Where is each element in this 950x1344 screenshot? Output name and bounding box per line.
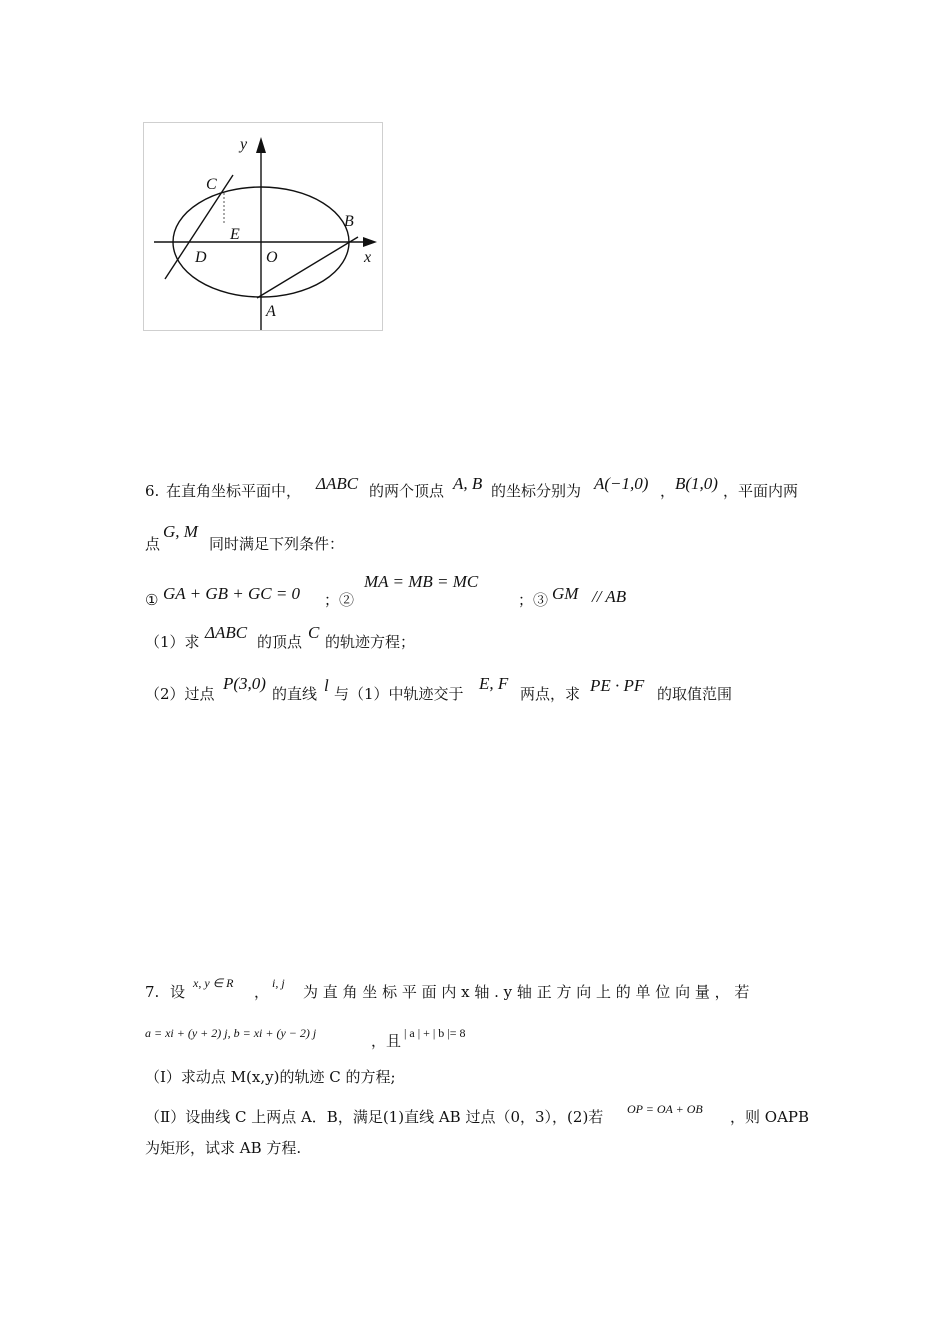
problem7-line1-text3: 为 直 角 坐 标 平 面 内 x 轴 . y 轴 正 方 向 上 的 单 位 向 量 ， 若 xyxy=(303,983,750,1001)
problem6-q2-text5: 的取值范围 xyxy=(657,685,733,703)
problem6-q2-text4: 两点，求 xyxy=(520,685,581,703)
label-c: C xyxy=(206,176,217,193)
problem6-line2-text1: 点 xyxy=(145,535,161,553)
problem6-q2-text2: 的直线 xyxy=(272,685,318,703)
problem7-line2-text1: ，且 xyxy=(371,1032,402,1050)
problem6-cond3-parallel-ab: // AB xyxy=(592,587,627,606)
problem6-point-b: B(1,0) xyxy=(675,474,718,493)
problem7-q1: （Ⅰ）求动点 M(x,y)的轨迹 C 的方程; xyxy=(145,1068,396,1086)
problem7-unit-vectors: i, j xyxy=(272,976,285,990)
problem6-line2-text2: 同时满足下列条件： xyxy=(209,535,345,553)
problem6-q1-triangle: ΔABC xyxy=(205,623,248,642)
label-b: B xyxy=(344,213,354,230)
problem7-q2-text1: （Ⅱ）设曲线 C 上两点 A．B，满足(1)直线 AB 过点（0，3），(2)若 xyxy=(145,1108,604,1126)
ellipse-figure xyxy=(143,122,383,331)
problem6-line1-text3: 的坐标分别为 xyxy=(491,482,582,500)
problem7-q2-text2: ，则 OAPB xyxy=(730,1108,810,1126)
label-a: A xyxy=(266,303,276,320)
problem6-q2-line-l: l xyxy=(324,676,329,695)
problem6-line1-text2: 的两个顶点 xyxy=(369,482,445,500)
label-o: O xyxy=(266,249,278,266)
problem6-q2-dot-product: PE · PF xyxy=(590,676,645,695)
label-x: x xyxy=(364,249,372,266)
problem6-cond1-equation: GA + GB + GC = 0 xyxy=(163,584,301,603)
problem6-point-a: A(−1,0) xyxy=(594,474,649,493)
problem6-points-gm: G, M xyxy=(163,522,198,541)
problem6-line1-text4: ， xyxy=(660,482,676,500)
problem6-cond2-marker: ；② xyxy=(324,591,355,609)
problem6-line1-text5: ，平面内两 xyxy=(723,482,799,500)
ellipse-diagram xyxy=(144,123,384,332)
problem7-sum-condition: | a | + | b |= 8 xyxy=(404,1026,466,1040)
problem6-cond3-gm: GM xyxy=(552,584,579,603)
problem7-number: 7. xyxy=(145,983,160,1001)
problem6-number: 6. xyxy=(145,482,160,500)
problem6-cond1-marker: ① xyxy=(145,591,159,609)
problem6-cond2-equation: MA = MB = MC xyxy=(364,572,479,591)
y-axis-arrow xyxy=(256,137,266,153)
x-axis-arrow xyxy=(363,237,377,247)
problem6-cond3-marker: ；③ xyxy=(518,591,549,609)
problem6-triangle-abc: ΔABC xyxy=(316,474,359,493)
problem7-vector-definitions: a = xi + (y + 2) j, b = xi + (y − 2) j xyxy=(145,1026,317,1040)
label-e: E xyxy=(230,226,240,243)
problem6-q1-text3: 的轨迹方程； xyxy=(325,633,416,651)
problem6-q2-text3: 与（1）中轨迹交于 xyxy=(334,685,464,703)
label-y: y xyxy=(240,136,248,153)
problem6-q2-text1: （2）过点 xyxy=(145,685,215,703)
problem6-q2-points-ef: E, F xyxy=(479,674,509,693)
problem7-line1-text1: 设 xyxy=(170,983,186,1001)
problem6-q1-text1: （1）求 xyxy=(145,633,200,651)
label-d: D xyxy=(195,249,207,266)
problem7-q2-continuation: 为矩形，试求 AB 方程. xyxy=(145,1139,302,1157)
problem6-q1-vertex-c: C xyxy=(308,623,320,642)
problem7-xy-in-r: x, y ∈ R xyxy=(193,976,234,990)
problem7-q2-vector-op: OP = OA + OB xyxy=(627,1102,703,1116)
problem6-q1-text2: 的顶点 xyxy=(257,633,303,651)
problem6-q2-point-p: P(3,0) xyxy=(223,674,266,693)
problem6-line1-text1: 在直角坐标平面中， xyxy=(166,482,302,500)
problem6-vertices-ab: A, B xyxy=(453,474,483,493)
problem7-line1-text2: ， xyxy=(254,983,270,1001)
